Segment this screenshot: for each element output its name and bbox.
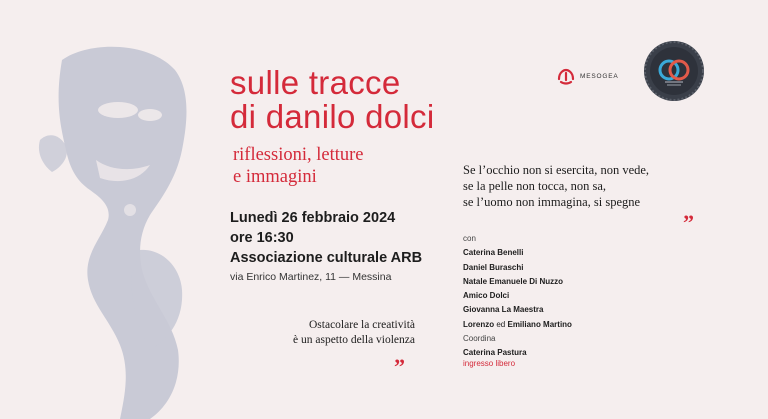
coordinator-name: Caterina Pastura — [463, 348, 527, 358]
title-line-2: di danilo dolci — [230, 98, 435, 135]
speaker-name: Lorenzo — [463, 319, 495, 329]
quote-left — [255, 318, 415, 348]
event-venue: Associazione culturale ARB — [230, 250, 423, 266]
subtitle-line-2: e immagini — [233, 167, 317, 187]
mesogea-logo — [556, 66, 618, 86]
speaker-name: Emiliano Martino — [507, 319, 572, 329]
event-date: Lunedì 26 febbraio 2024 — [230, 210, 396, 226]
speaker-pair — [463, 318, 572, 332]
event-subtitle — [233, 144, 364, 188]
free-entry-note: ingresso libero — [463, 359, 516, 368]
speaker-name: Caterina Benelli — [463, 248, 524, 258]
quote-right-line-3: se l’uomo non immagina, si spegne — [463, 195, 641, 209]
quote-right-line-2: se la pelle non tocca, non sa, — [463, 179, 607, 193]
quote-right-line-1: Se l’occhio non si esercita, non vede, — [463, 163, 650, 177]
quote-right — [463, 162, 649, 210]
speaker-name: Natale Emanuele Di Nuzzo — [463, 276, 564, 286]
event-time: ore 16:30 — [230, 230, 294, 246]
quote-mark-icon: ” — [394, 354, 405, 379]
with-label: con — [463, 234, 476, 243]
speakers-list — [463, 232, 572, 361]
portrait-illustration — [0, 0, 220, 419]
event-address: via Enrico Martinez, 11 — Messina — [230, 271, 392, 283]
event-details — [230, 208, 422, 286]
conjunction: ed — [496, 319, 506, 329]
quote-left-line-2: è un aspetto della violenza — [293, 334, 415, 346]
mesogea-mark-icon — [556, 67, 576, 85]
title-line-1: sulle tracce — [230, 64, 401, 101]
quote-mark-icon: ” — [683, 210, 694, 235]
quote-left-line-1: Ostacolare la creatività — [309, 319, 415, 331]
subtitle-line-1: riflessioni, letture — [233, 145, 364, 165]
coordinator-label: Coordina — [463, 334, 496, 344]
event-title — [230, 66, 434, 134]
mesogea-label: MESOGEA — [580, 72, 619, 80]
speaker-name: Daniel Buraschi — [463, 262, 524, 272]
association-badge-icon — [643, 40, 705, 102]
speaker-name: Giovanna La Maestra — [463, 305, 544, 315]
speaker-name: Amico Dolci — [463, 291, 510, 301]
